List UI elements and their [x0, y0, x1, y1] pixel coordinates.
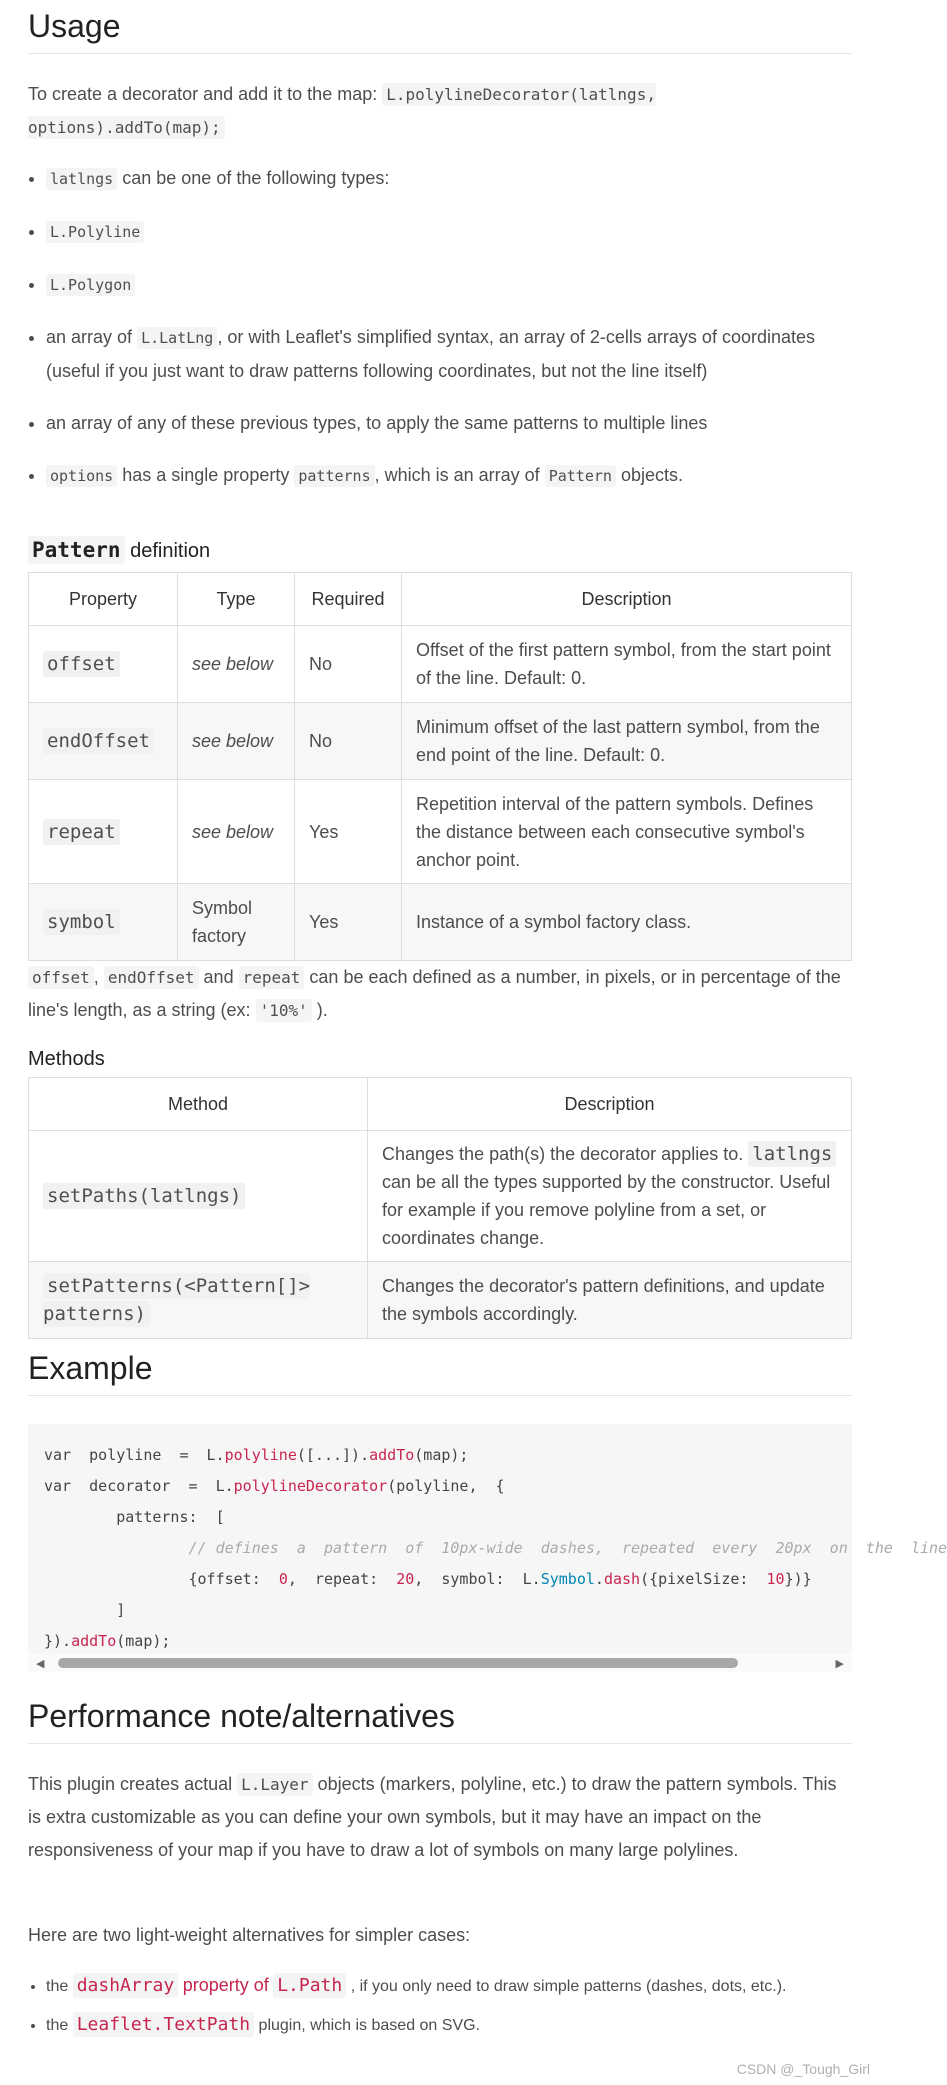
list-item: • an array of L.LatLng , or with Leaflet's simplified syntax, an array of 2-cells arrays of coordinates (useful if you just want to draw patterns following coordinates, but not the line itself)	[46, 321, 852, 388]
col-type: Type	[178, 573, 295, 626]
scroll-left-icon[interactable]: ◀	[36, 1658, 45, 1670]
example-heading: Example	[28, 1350, 852, 1396]
scroll-right-icon[interactable]: ▶	[835, 1658, 844, 1670]
table-header-row	[29, 1078, 852, 1131]
col-required: Required	[295, 573, 402, 626]
methods-heading: Methods	[28, 1048, 105, 1070]
performance-paragraph: This plugin creates actual L.Layer objects (markers, polyline, etc.) to draw the pattern symbols. This is extra customizable as you can define your own symbols, but it may have an impact on the responsiveness of your map if you have to draw a lot of symbols on many large polylines.	[28, 1774, 837, 1860]
col-property: Property	[29, 573, 178, 626]
list-item: • the dashArray property of L.Path , if you only need to draw simple patterns (dashes, dots, etc.).	[46, 1970, 852, 2002]
example-code-block[interactable]	[28, 1424, 947, 1654]
methods-table	[28, 1077, 852, 1339]
scroll-thumb[interactable]	[58, 1658, 738, 1668]
list-item: • latlngs can be one of the following types:	[46, 162, 852, 196]
table-row: setPatterns(<Pattern[]> patterns) Changes the decorator's pattern definitions, and update the symbols accordingly.	[29, 1262, 852, 1339]
watermark: CSDN @_Tough_Girl	[736, 2061, 870, 2077]
usage-intro: To create a decorator and add it to the map: L.polylineDecorator(latlngs, options).addTo(map);	[28, 84, 656, 137]
col-description: Description	[368, 1078, 852, 1131]
pattern-note: offset , endOffset and repeat can be each defined as a number, in pixels, or in percentage of the line's length, as a string (ex: '10%' ).	[28, 967, 841, 1020]
example-code: var polyline = L.polyline([...]).addTo(map); var decorator = L.polylineDecorator(polyline, { patterns: [ // defines a pattern of 10px-wide dashes, repeated every 20px on the line {offset: 0, repeat: 20, symbol: L.Symbol.dash({pixelSize: 10})} ] }).addTo(map);	[44, 1446, 947, 1650]
list-item: • L.Polygon	[46, 268, 852, 302]
code-scrollbar[interactable]	[28, 1654, 852, 1672]
list-item: • an array of any of these previous types, to apply the same patterns to multiple lines	[46, 407, 852, 440]
alternatives-intro: Here are two light-weight alternatives for simpler cases:	[28, 1925, 471, 1945]
pattern-table	[28, 572, 852, 961]
list-item: • options has a single property patterns , which is an array of Pattern objects.	[46, 459, 852, 493]
col-method: Method	[29, 1078, 368, 1131]
list-item: • the Leaflet.TextPath plugin, which is based on SVG.	[46, 2010, 852, 2041]
table-row: repeat see below Yes Repetition interval of the pattern symbols. Defines the distance between each consecutive symbol's anchor point.	[29, 780, 852, 884]
table-row: offset see below No Offset of the first pattern symbol, from the start point of the line. Default: 0.	[29, 626, 852, 703]
usage-heading: Usage	[28, 8, 852, 54]
dasharray-link[interactable]: dashArray property of L.Path	[73, 1978, 351, 1995]
pattern-heading: Pattern definition	[28, 538, 210, 563]
list-item: • L.Polyline	[46, 215, 852, 249]
textpath-link[interactable]: Leaflet.TextPath	[73, 2017, 259, 2034]
performance-heading: Performance note/alternatives	[28, 1698, 852, 1744]
table-row: symbol Symbol factory Yes Instance of a symbol factory class.	[29, 884, 852, 961]
intro-code: L.polylineDecorator(latlngs, options).addTo(map);	[28, 85, 656, 137]
table-row: setPaths(latlngs) Changes the path(s) the decorator applies to. latlngs can be all the types supported by the constructor. Useful for example if you remove polyline from a set, or coordinates change.	[29, 1131, 852, 1262]
table-header-row	[29, 573, 852, 626]
col-description: Description	[402, 573, 852, 626]
alternatives-list	[28, 1970, 852, 2049]
usage-list	[28, 162, 852, 512]
table-row: endOffset see below No Minimum offset of the last pattern symbol, from the end point of the line. Default: 0.	[29, 703, 852, 780]
